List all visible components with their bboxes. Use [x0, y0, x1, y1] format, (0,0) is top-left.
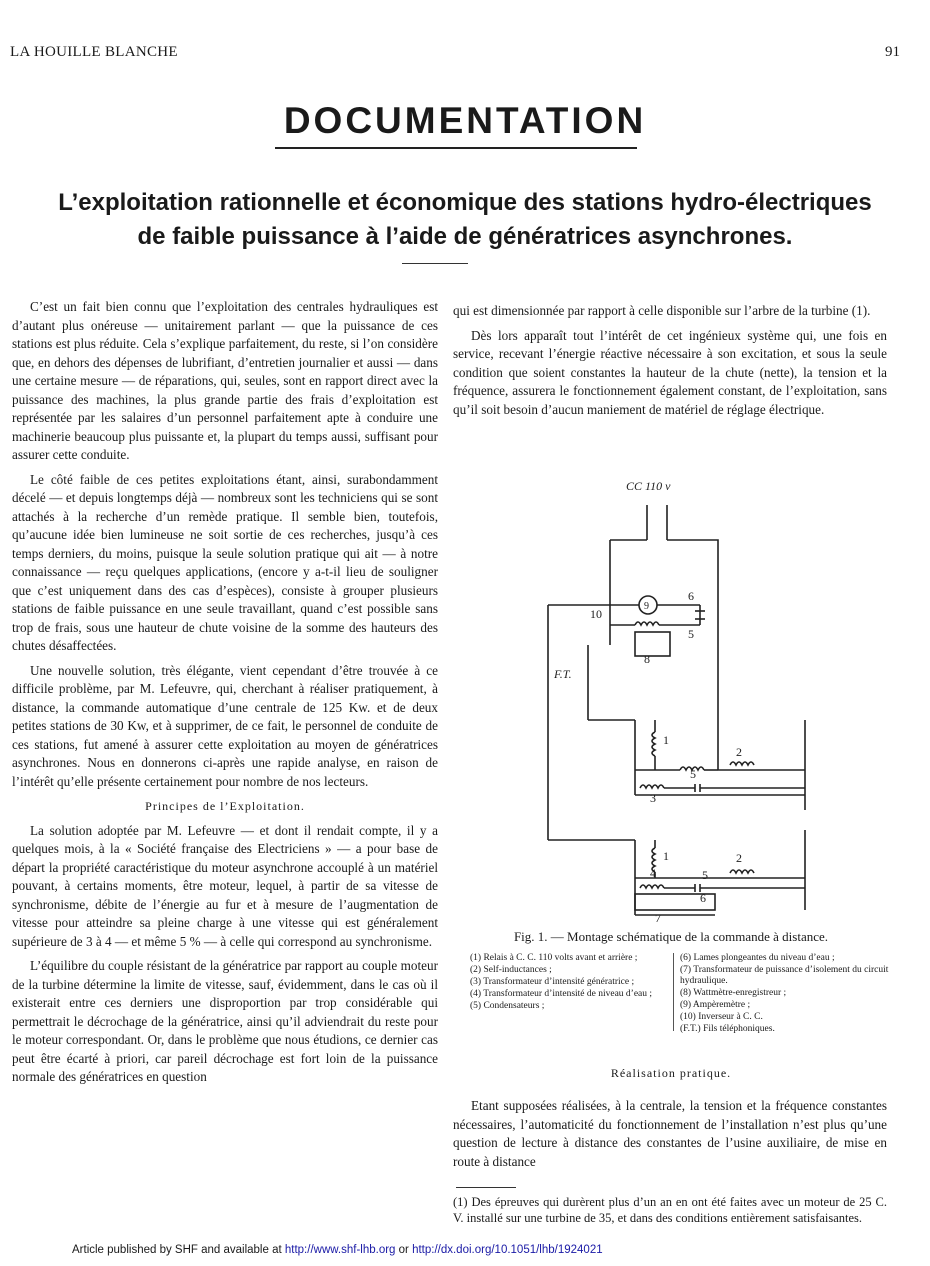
- footnote: (1) Des épreuves qui durèrent plus d’un an en ont été faites avec un moteur de 25 C. V. installé sur une turbine de 35, et dans des conditions entièrement satisfaisantes.: [453, 1195, 887, 1225]
- footer-link-shf[interactable]: http://www.shf-lhb.org: [284, 1244, 396, 1256]
- legend-item: (7) Transformateur de puissance d’isolement du circuit hydraulique.: [680, 965, 889, 986]
- label-8: 8: [644, 652, 650, 666]
- right-column-lower: [453, 1097, 887, 1177]
- paragraph: C’est un fait bien connu que l’exploitation des centrales hydrauliques est d’autant plus onéreuse — unitairement parlant — que la puissance de ces stations est plus réduite. Cela s’explique parfaitement, du reste, si l’on considère que, en dehors des dépenses de lubrifiant, d’entretien journalier et aussi — dans une certaine mesure — de réparations, qui, seules, sont en rapport direct avec la puissance des machines, la plus grande partie des frais d’exploitation est représentée par les salaires d’un personnel parfaitement apte à conduire une machinerie beaucoup plus puissante et, la plupart du temps aussi, suffisant pour assurer cette conduite.: [12, 299, 438, 462]
- paragraph: Dès lors apparaît tout l’intérêt de cet ingénieux système qui, une fois en service, recevant l’énergie réactive nécessaire à son excitation, et sous la seule condition que soient constantes la hauteur de la chute (nette), la tension et la fréquence, assurera le fonctionnement également constant, de l’exploitation, sans qu’il soit besoin d’aucun maniement de matériel de réglage électrique.: [453, 327, 887, 417]
- subtitle-line-2: de faible puissance à l’aide de génératrices asynchrones.: [137, 223, 793, 250]
- line-label: F.T.: [554, 667, 572, 681]
- paragraph: L’équilibre du couple résistant de la génératrice par rapport au couple moteur de la turbine détermine la limite de vitesse, sauf, évidemment, dans le cas où il existerait entre ces derniers une disproportion par trop considérable qui permettrait le décrochage de la génératrice, ainsi qu’il adviendrait du reste pour le moteur correspondant. Or, dans le problème que nous étudions, ce dernier cas peut être écarté à priori, car pareil décrochage est fort loin de la puissance normale des génératrices en question: [12, 958, 438, 1084]
- section-heading: Réalisation pratique.: [610, 1066, 732, 1080]
- page-number: 91: [885, 44, 900, 60]
- legend-item: (9) Ampèremètre ;: [680, 1000, 751, 1010]
- label-4: 4: [650, 866, 656, 880]
- figure-caption: Fig. 1. — Montage schématique de la commande à distance.: [513, 929, 829, 944]
- label-1a: 1: [663, 733, 669, 747]
- label-1b: 1: [663, 849, 669, 863]
- legend-divider: [673, 953, 674, 1031]
- footnote-rule: [456, 1187, 516, 1188]
- article-subtitle: [0, 186, 930, 254]
- wiring-diagram: [540, 470, 850, 925]
- label-2a: 2: [736, 745, 742, 759]
- legend-item: (10) Inverseur à C. C.: [680, 1012, 763, 1022]
- label-6: 6: [688, 589, 694, 603]
- footer-link-doi[interactable]: http://dx.doi.org/10.1051/lhb/1924021: [412, 1244, 603, 1256]
- legend-item: (F.T.) Fils téléphoniques.: [680, 1024, 775, 1034]
- legend-column-right: [680, 953, 890, 1036]
- footer-text: Article published by SHF and available at: [72, 1244, 285, 1256]
- legend-item: (3) Transformateur d’intensité génératrice ;: [470, 977, 635, 987]
- subtitle-line-1: L’exploitation rationnelle et économique des stations hydro-électriques: [58, 189, 872, 216]
- paragraph: Le côté faible de ces petites exploitations étant, ainsi, surabondamment décelé — et depuis longtemps déjà — nombreux sont les techniciens qui se sont attachés à la recherche d’un remède pratique. Il semble bien, toutefois, qu’aucune idée bien lumineuse ne soit sortie de ces recherches, jusqu’à ces temps derniers, du moins, puisque la seule solution pratique qui ait — à notre connaissance — reçu quelques applications, (encore y a-t-il lieu de souligner que c’est uniquement dans des cas d’espèces), consiste à grouper plusieurs stations de faible puissance en une seule travaillant, quand c’est possible sans trop de frais, sous une hauteur de chute voisine de la somme des hauteurs des chutes désaffectées.: [12, 471, 438, 653]
- left-column: [12, 298, 438, 1093]
- label-9: 9: [644, 601, 649, 612]
- label-7: 7: [655, 911, 661, 925]
- label-5b: 5: [690, 767, 696, 781]
- title-underline: [275, 147, 637, 149]
- legend-item: (6) Lames plongeantes du niveau d’eau ;: [680, 953, 835, 963]
- legend-item: (8) Wattmètre-enregistreur ;: [680, 988, 787, 998]
- paragraph: La solution adoptée par M. Lefeuvre — et dont il rendait compte, il y a quelques mois, à la « Société française des Electriciens » — a pour base de départ la propriété caractéristique du moteur asynchrone accouplé à un matériel pouvant, à certains moments, être moteur, lequel, à partir de sa vitesse de synchronisme, débite de l’énergie au fur et à mesure de l’augmentation de vitesse pour atteindre sa pleine charge à une vitesse qui est généralement supérieure de 3 à 4 — et même 5 % — à celle qui correspond au synchronisme.: [12, 822, 438, 949]
- paragraph: Une nouvelle solution, très élégante, vient cependant d’être trouvée à ce difficile problème, par M. Lefeuvre, qui, cherchant à réaliser pratiquement, à distance, la commande automatique d’une centrale de 125 Kw. et de deux petites stations de 30 Kw, et à supprimer, de ce fait, le personnel de conduite de ces stations, fut amené à assurer cette exploitation au moyen de génératrices asynchrones. Nous en donnerons ci-après une rapide analyse, en raison de l’intérêt qu’elle présente certainement pour nombre de nos lecteurs.: [12, 662, 438, 789]
- page-title: DOCUMENTATION: [283, 100, 647, 141]
- legend-item: (2) Self-inductances ;: [470, 965, 552, 975]
- legend-item: (5) Condensateurs ;: [470, 1001, 545, 1011]
- paragraph: qui est dimensionnée par rapport à celle disponible sur l’arbre de la turbine (1).: [453, 303, 871, 318]
- section-heading: Principes de l’Exploitation.: [145, 799, 305, 813]
- paragraph: Etant supposées réalisées, à la centrale, la tension et la fréquence constantes nécessaires, l’automaticité du fonctionnement de l’installation n’est plus qu’une question de lecture à distance des constantes de l’usine auxiliaire, de mise en route à distance: [453, 1098, 887, 1169]
- supply-label: CC 110 v: [626, 479, 671, 493]
- legend-item: (1) Relais à C. C. 110 volts avant et arrière ;: [470, 953, 638, 963]
- label-5a: 5: [688, 627, 694, 641]
- right-column: [453, 302, 887, 425]
- label-6b: 6: [700, 891, 706, 905]
- footer-text: or: [395, 1244, 413, 1256]
- footer-notice: [72, 1244, 772, 1256]
- label-10: 10: [590, 607, 602, 621]
- legend-column-left: [470, 953, 668, 1013]
- legend-item: (4) Transformateur d’intensité de niveau d’eau ;: [470, 989, 653, 999]
- label-3: 3: [650, 791, 656, 805]
- label-5c: 5: [702, 868, 708, 882]
- subtitle-divider: [402, 263, 468, 264]
- running-header-journal: LA HOUILLE BLANCHE: [10, 44, 178, 60]
- label-2b: 2: [736, 851, 742, 865]
